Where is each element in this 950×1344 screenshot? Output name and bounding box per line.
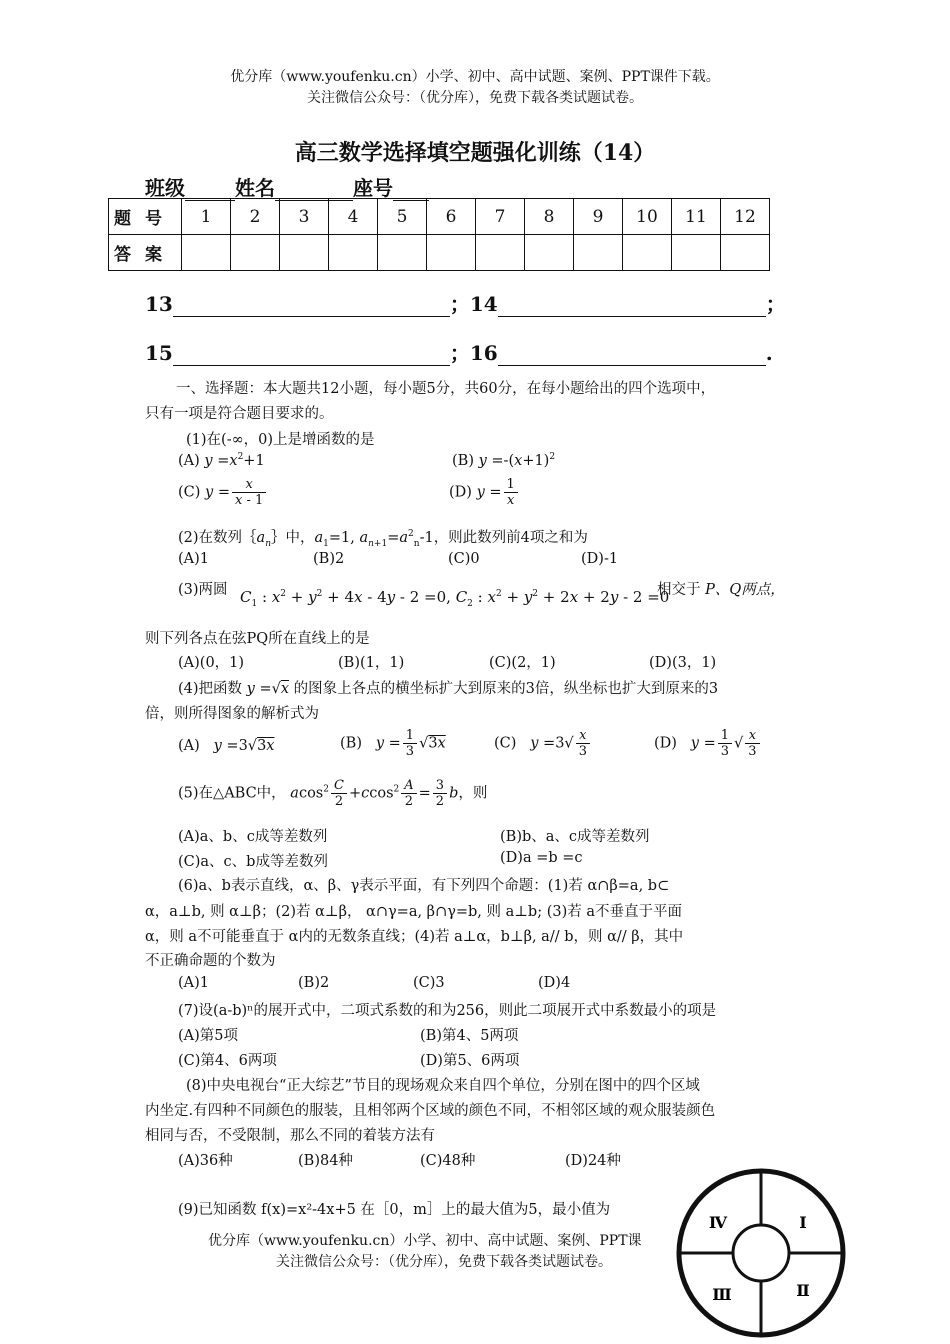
q4-a-label: (A)	[178, 738, 200, 754]
answer-cell[interactable]	[525, 235, 574, 271]
q5-option-a: (A)a、b、c成等差数列	[178, 829, 328, 845]
q2-option-b: (B)2	[313, 551, 345, 567]
number-cell: 9	[574, 199, 623, 235]
region-label: Ⅳ	[708, 1213, 728, 1232]
q7-option-d: (D)第5、6两项	[420, 1053, 520, 1069]
region-label: Ⅰ	[799, 1213, 807, 1232]
region-label: Ⅲ	[712, 1285, 732, 1304]
seat-label: 座号	[353, 176, 393, 200]
answer-cell[interactable]	[378, 235, 427, 271]
q5-stem-pre: (5)在△ABC中，	[178, 785, 286, 802]
q8-option-c: (C)48种	[420, 1153, 476, 1169]
q15-label: 15	[145, 341, 173, 365]
q9-stem: (9)已知函数 f(x)=x²-4x+5 在［0，m］上的最大值为5，最小值为	[178, 1202, 611, 1218]
q6-line-3: α，则 a不可能垂直于 α内的无数条直线；(4)若 a⊥α，b⊥β, a// b，则 α// β，其中	[145, 929, 684, 945]
q4-d-label: (D)	[654, 735, 677, 752]
q16-blank[interactable]	[498, 343, 766, 366]
q1-stem: (1)在(-∞，0)上是增函数的是	[186, 432, 375, 448]
inner-circle	[733, 1225, 789, 1281]
answer-cell[interactable]	[623, 235, 672, 271]
q14-label: 14	[469, 292, 498, 316]
q14-blank[interactable]	[498, 294, 766, 317]
number-cell: 11	[672, 199, 721, 235]
q8-option-a: (A)36种	[178, 1153, 233, 1169]
q4-option-a: (A) y =3√3x	[178, 738, 275, 754]
separator: ；	[765, 292, 786, 316]
footer-line-1: 优分库（www.youfenku.cn）小学、初中、高中试题、案例、PPT课	[208, 1233, 642, 1249]
q5-stem: (5)在△ABC中， acos$^2$ $\frac{C}{2}$ +ccos$^2$ $\frac{A}{2}$ = $\frac{3}{2}$ b，则	[178, 778, 488, 809]
q8-line-1: (8)中央电视台“正大综艺”节目的现场观众来自四个单位，分别在图中的四个区域	[186, 1078, 700, 1094]
q3-option-d: (D)(3，1)	[649, 655, 717, 671]
q1-option-a: (A) $y =x^2+1$	[178, 452, 265, 469]
answer-table	[108, 198, 770, 271]
answer-cell[interactable]	[672, 235, 721, 271]
q4-option-d: (D) y = $\frac{1}{3}$ √ $\frac{x}{3}$	[654, 728, 762, 759]
q2-option-d: (D)-1	[581, 551, 619, 567]
q6-line-1: (6)a、b表示直线，α、β、γ表示平面，有下列四个命题：(1)若 α∩β=a, b⊂	[178, 878, 670, 894]
q5-stem-post: ，则	[458, 785, 488, 802]
answer-cell[interactable]	[182, 235, 231, 271]
number-cell: 1	[182, 199, 231, 235]
q15-blank[interactable]	[173, 343, 450, 366]
q6-option-a: (A)1	[178, 975, 210, 991]
number-cell: 12	[721, 199, 770, 235]
q6-option-d: (D)4	[538, 975, 571, 991]
q3-option-a: (A)(0，1)	[178, 655, 245, 671]
number-cell: 10	[623, 199, 672, 235]
q3-intersect: 相交于	[657, 582, 701, 598]
answer-cell[interactable]	[329, 235, 378, 271]
q7-option-b: (B)第4、5两项	[420, 1028, 519, 1044]
number-cell: 2	[231, 199, 280, 235]
q2-stem-mid: ｝中，	[271, 530, 315, 546]
q3-option-b: (B)(1，1)	[338, 655, 405, 671]
q1-c-label: (C)	[178, 484, 201, 501]
footer-line-2: 关注微信公众号：（优分库），免费下载各类试题试卷。	[276, 1254, 612, 1270]
q7-option-a: (A)第5项	[178, 1028, 239, 1044]
q5-option-d: (D)a =b =c	[500, 850, 583, 866]
page-title: 高三数学选择填空题强化训练（14）	[294, 140, 656, 166]
q8-line-2: 内坐定.有四种不同颜色的服装，且相邻两个区域的颜色不同，不相邻区域的观众服装颜色	[145, 1103, 716, 1119]
q1-d-label: (D)	[449, 484, 472, 501]
q6-option-b: (B)2	[298, 975, 330, 991]
answer-cell[interactable]	[280, 235, 329, 271]
q3-equation: $C_1$ : $x^2 + y^2 + 4x - 4y - 2 =0$, $C_2$ : $x^2 + y^2 + 2x + 2y - 2 =0$	[240, 588, 670, 609]
name-label: 姓名	[235, 176, 275, 200]
number-cell: 7	[476, 199, 525, 235]
q16-label: 16	[469, 341, 498, 365]
q3-stem-post	[657, 578, 785, 599]
fill-row-2	[145, 337, 773, 366]
number-cell: 4	[329, 199, 378, 235]
q4-c-label: (C)	[494, 735, 517, 752]
header-line-1: 优分库（www.youfenku.cn）小学、初中、高中试题、案例、PPT课件下载。	[230, 69, 720, 85]
section-intro-line-1: 一、选择题：本大题共12小题，每小题5分，共60分，在每小题给出的四个选项中，	[176, 381, 716, 397]
q6-line-2: α，a⊥b, 则 α⊥β；(2)若 α⊥β， α∩γ=a, β∩γ=b, 则 a⊥b; (3)若 a不垂直于平面	[145, 904, 682, 920]
q4-stem-pre: (4)把函数	[178, 681, 243, 697]
number-cell: 6	[427, 199, 476, 235]
section-intro-line-2: 只有一项是符合题目要求的。	[145, 406, 334, 422]
q2-stem-post: ，则此数列前4项之和为	[433, 530, 588, 546]
separator: ；	[449, 341, 470, 365]
answer-cell[interactable]	[476, 235, 525, 271]
q6-line-4: 不正确命题的个数为	[145, 953, 276, 969]
q3-points: P、Q两点，	[705, 582, 785, 598]
separator: ；	[449, 292, 470, 316]
header-line-2: 关注微信公众号：（优分库），免费下载各类试题试卷。	[307, 90, 643, 106]
q1-b-label: (B)	[452, 452, 474, 469]
q4-stem-post: 的图象上各点的横坐标扩大到原来的3倍，纵坐标也扩大到原来的3	[293, 681, 719, 697]
q3-stem-pre: (3)两圆	[178, 582, 228, 598]
end-mark: .	[765, 341, 773, 365]
q5-option-b: (B)b、a、c成等差数列	[500, 829, 650, 845]
q5-option-c: (C)a、c、b成等差数列	[178, 854, 328, 870]
q7-stem: (7)设(a-b)ⁿ的展开式中，二项式系数的和为256，则此二项展开式中系数最小的项是	[178, 1003, 717, 1019]
q3-option-c: (C)(2，1)	[489, 655, 556, 671]
q4-stem: (4)把函数 y =√x 的图象上各点的横坐标扩大到原来的3倍，纵坐标也扩大到原来的3	[178, 681, 719, 697]
answer-cell[interactable]	[427, 235, 476, 271]
q4-option-c: (C) y =3√ $\frac{x}{3}$	[494, 728, 592, 759]
q4-line-2: 倍，则所得图象的解析式为	[145, 706, 319, 722]
row-label-answer: 答案	[109, 235, 182, 271]
class-label: 班级	[145, 176, 185, 200]
q2-stem: (2)在数列$\{a_n\}$中，$a_1=1$, $a_{n+1}=a^2_n-1$，则此数列前4项之和为	[178, 529, 588, 549]
q6-option-c: (C)3	[413, 975, 445, 991]
q4-option-b: (B) y = $\frac{1}{3}$ √3x	[340, 728, 446, 759]
number-cell: 8	[525, 199, 574, 235]
number-row	[109, 199, 770, 235]
q4-b-label: (B)	[340, 735, 362, 752]
q1-option-d: (D) y = $\frac{1}{x}$	[449, 477, 520, 508]
answer-cell[interactable]	[574, 235, 623, 271]
q13-label: 13	[145, 292, 173, 316]
number-cell: 3	[280, 199, 329, 235]
answer-row	[109, 235, 770, 271]
q1-option-b: (B) $y =-(x+1)^2$	[452, 452, 556, 469]
q2-stem-pre: (2)在数列｛	[178, 530, 257, 546]
student-info	[145, 172, 429, 201]
answer-cell[interactable]	[721, 235, 770, 271]
region-label: Ⅱ	[796, 1281, 810, 1300]
number-cell: 5	[378, 199, 427, 235]
q13-blank[interactable]	[173, 294, 450, 317]
q2-option-a: (A)1	[178, 551, 210, 567]
q2-option-c: (C)0	[448, 551, 480, 567]
q8-line-3: 相同与否，不受限制，那么不同的着装方法有	[145, 1128, 435, 1144]
q1-a-label: (A)	[178, 452, 200, 469]
fill-row-1	[145, 288, 786, 317]
q1-option-c: (C) y = $\frac{x}{x - 1}$	[178, 477, 268, 508]
q8-option-b: (B)84种	[298, 1153, 353, 1169]
q3-line-2: 则下列各点在弦PQ所在直线上的是	[145, 631, 370, 647]
q7-option-c: (C)第4、6两项	[178, 1053, 277, 1069]
q8-option-d: (D)24种	[565, 1153, 621, 1169]
seating-region-diagram	[676, 1168, 846, 1338]
row-label-number: 题号	[109, 199, 182, 235]
answer-cell[interactable]	[231, 235, 280, 271]
